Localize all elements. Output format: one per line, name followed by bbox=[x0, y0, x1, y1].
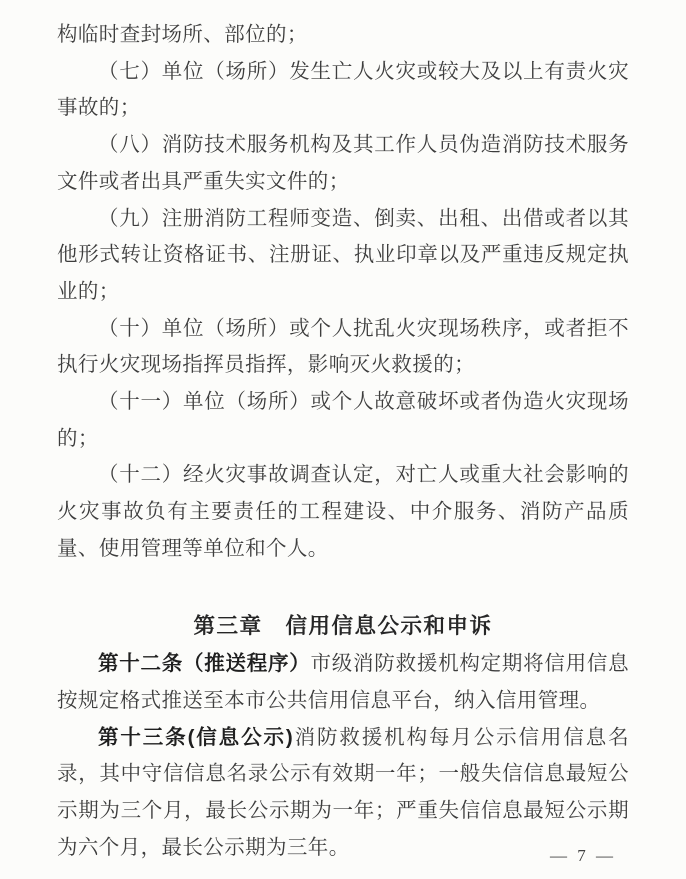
paragraph: （十）单位（场所）或个人扰乱火灾现场秩序，或者拒不执行火灾现场指挥员指挥，影响灭火救援的； bbox=[57, 317, 629, 377]
paragraph: （八）消防技术服务机构及其工作人员伪造消防技术服务文件或者出具严重失实文件的； bbox=[57, 134, 629, 193]
article-lead: 第十三条(信息公示) bbox=[98, 725, 294, 749]
paragraph: （十一）单位（场所）或个人故意破坏或者伪造火灾现场的； bbox=[57, 391, 629, 450]
paragraph: （九）注册消防工程师变造、倒卖、出租、出借或者以其他形式转让资格证书、注册证、执业印章以及严重违反规定执业的； bbox=[57, 207, 629, 303]
page-number: — 7 — bbox=[550, 846, 616, 865]
paragraph: 构临时查封场所、部位的； bbox=[57, 24, 308, 46]
document-body bbox=[57, 17, 629, 866]
article-lead: 第十二条（推送程序） bbox=[98, 652, 311, 676]
chapter-heading: 第三章 信用信息公示和申诉 bbox=[193, 613, 493, 638]
paragraph: 第十二条（推送程序）市级消防救援机构定期将信用信息按规定格式推送至本市公共信用信息平台，纳入信用管理。 bbox=[57, 652, 630, 712]
paragraph: （七）单位（场所）发生亡人火灾或较大及以上有责火灾事故的； bbox=[57, 60, 629, 120]
paragraph: （十二）经火灾事故调查认定，对亡人或重大社会影响的火灾事故负有主要责任的工程建设、中介服务、消防产品质量、使用管理等单位和个人。 bbox=[57, 464, 629, 560]
paragraph: 第十三条(信息公示)消防救援机构每月公示信用信息名录，其中守信信息名录公示有效期一年；一般失信信息最短公示期为三个月，最长公示期为一年；严重失信信息最短公示期为六个月，最长公示期为三年。 bbox=[57, 725, 630, 859]
